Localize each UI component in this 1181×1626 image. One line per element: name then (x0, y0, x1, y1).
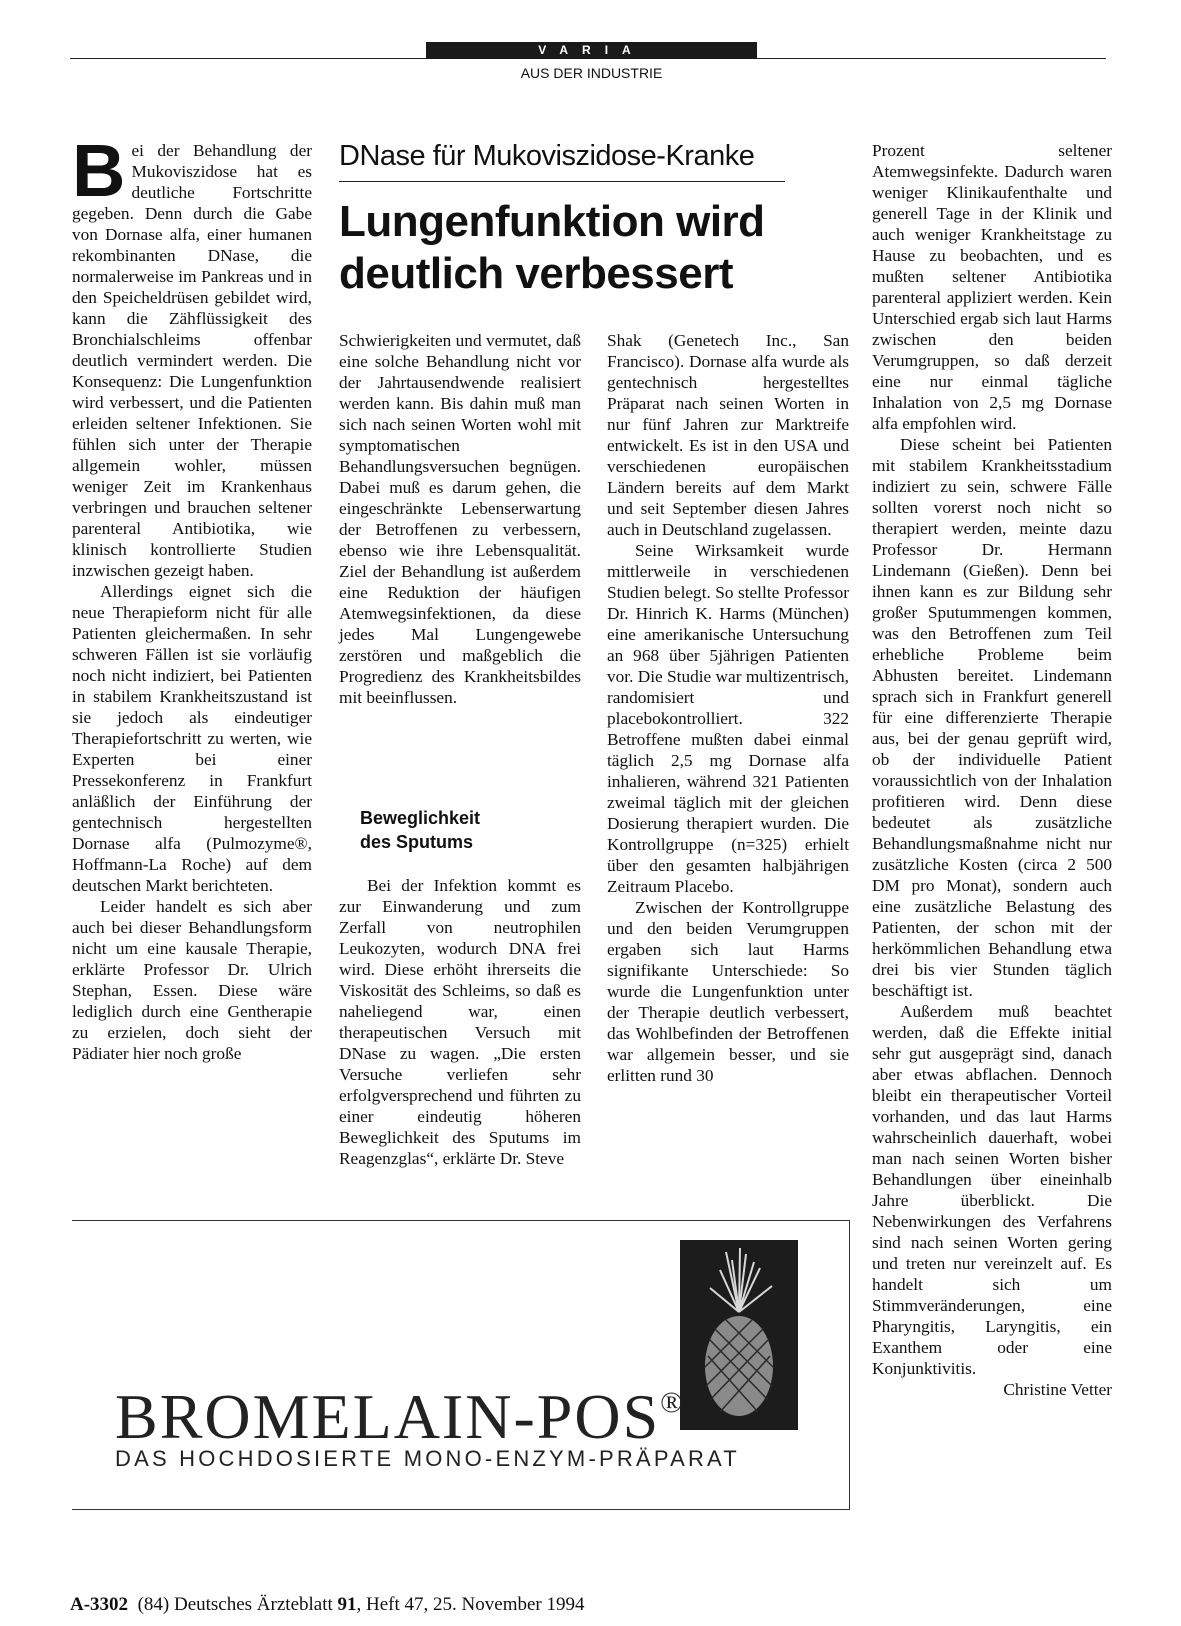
paragraph: Leider handelt es sich aber auch bei dieser Behandlungsform nicht um eine kausale Therapie, erklärte Professor Dr. Ulrich Stephan, Essen. Diese wäre lediglich durch eine Gentherapie zu erzielen, doch sieht der Pädiater hier noch große (72, 897, 312, 1063)
kicker-rule (339, 181, 785, 182)
page-id: A-3302 (70, 1594, 129, 1615)
ad-border-top (72, 1220, 850, 1221)
paragraph (72, 129, 312, 581)
ad-border-right (849, 1220, 850, 1510)
article-headline (339, 196, 839, 300)
pineapple-icon (680, 1240, 798, 1430)
journal-name: Deutsches Ärzteblatt (173, 1594, 333, 1615)
article-kicker: DNase für Mukoviszidose-Kranke (339, 140, 755, 172)
article-column-2 (339, 330, 581, 708)
issue-info: , Heft 47, 25. November 1994 (356, 1594, 585, 1615)
subheading-line-2: des Sputums (360, 832, 474, 852)
ad-brand-name (115, 1368, 685, 1452)
paragraph: Zwischen der Kontrollgruppe und den beiden Verumgruppen ergaben sich laut Harms signifikante Unterschiede: So wurde die Lungenfunktion unter der Therapie deutlich verbessert, das Wohlbefinden der Betroffenen war allgemein besser, und sie erlitten rund 30 (607, 898, 849, 1085)
pineapple-illustration (680, 1240, 798, 1430)
subheading-line-1: Beweglichkeit (360, 808, 481, 828)
article-column-2-continued (339, 875, 581, 1169)
volume-number: 91 (337, 1594, 357, 1615)
article-subheading (360, 806, 560, 854)
paragraph: Seine Wirksamkeit wurde mittlerweile in verschiedenen Studien belegt. So stellte Professor Dr. Hinrich K. Harms (München) eine amerikanische Untersuchung an 968 über 5jährigen Patienten vor. Die Studie war multizentrisch, randomisiert und placebokontrolliert. 322 Betroffene mußten dabei einmal täglich 2,5 mg Dornase alfa inhalieren, während 321 Patienten zweimal täglich mit der gleichen Dosierung therapiert wurden. Die Kontrollgruppe (n=325) erhielt über den gesamten halbjährigen Zeitraum Placebo. (607, 541, 849, 896)
paragraph: Allerdings eignet sich die neue Therapieform nicht für alle Patienten gleichermaßen. In sehr schweren Fällen ist sie vorläufig noch nicht indiziert, bei Patienten in stabilem Krankheitszustand ist sie jedoch als eindeutiger Therapiefortschritt zu werten, wie Experten bei einer Pressekonferenz in Frankfurt anläßlich der Einführung der gentechnisch hergestellten Dornase alfa (Pulmozyme®, Hoffmann-La Roche) auf dem deutschen Markt berichteten. (72, 582, 312, 895)
paragraph-text: ei der Behandlung der Mukoviszidose hat es deutliche Fortschritte gegeben. Denn durch die Gabe von Dornase alfa, einer humanen rekombinanten DNase, die normalerweise im Pankreas und in den Speicheldrüsen gebildet wird, kann die Zähflüssigkeit des Bronchialschleims offenbar deutlich vermindert werden. Die Konsequenz: Die Lungenfunktion wird verbessert, und die Patienten erleiden seltener Infektionen. Sie fühlen sich unter der Therapie allgemein wohler, müssen weniger Zeit im Krankenhaus verbringen und brauchen seltener parenteral Antibiotika, wie klinisch kontrollierte Studien inzwischen gezeigt haben. (72, 141, 312, 580)
drop-cap: B (72, 129, 126, 212)
registered-mark: ® (660, 1386, 685, 1419)
section-label-varia: VARIA (426, 42, 757, 59)
article-column-4 (872, 140, 1112, 1400)
paragraph: Shak (Genetech Inc., San Francisco). Dornase alfa wurde als gentechnisch hergestelltes Präparat nach seinen Worten in nur fünf Jahren zur Marktreife entwickelt. Es ist in den USA und verschiedenen europäischen Ländern bereits auf dem Markt und seit September diesen Jahres auch in Deutschland zugelassen. (607, 331, 849, 539)
article-author: Christine Vetter (1003, 1380, 1112, 1399)
article-column-3 (607, 330, 849, 1086)
paragraph: Prozent seltener Atemwegsinfekte. Dadurch waren weniger Klinikaufenthalte und generell Tage in der Klinik und auch weniger Krankheitstage zu Hause zu beobachten, und es mußten seltener Antibiotika parenteral appliziert werden. Kein Unterschied ergab sich laut Harms zwischen den beiden Verumgruppen, so daß derzeit eine nur einmal tägliche Inhalation von 2,5 mg Dornase alfa empfohlen wird. (872, 141, 1112, 433)
page-number: (84) (137, 1594, 170, 1615)
ad-tagline: DAS HOCHDOSIERTE MONO-ENZYM-PRÄPARAT (115, 1446, 740, 1471)
paragraph: Außerdem muß beachtet werden, daß die Effekte initial sehr gut ausgeprägt sind, danach aber etwas abflachen. Dennoch bleibt ein therapeutischer Vorteil vorhanden, und das laut Harms wahrscheinlich dauerhaft, wobei man nach seinen Worten bisher Behandlungen über eineinhalb Jahre überblickt. Die Nebenwirkungen des Verfahrens sind nach seinen Worten gering und treten nur vereinzelt auf. Es handelt sich um Stimmveränderungen, eine Pharyngitis, Laryngitis, ein Exanthem oder eine Konjunktivitis. (872, 1002, 1112, 1378)
page-footer (70, 1594, 585, 1616)
ad-brand-text: BROMELAIN-POS (115, 1381, 661, 1452)
headline-line-2: deutlich verbessert (339, 249, 733, 298)
ad-border-bottom (72, 1509, 850, 1510)
paragraph: Schwierigkeiten und vermutet, daß eine solche Behandlung nicht vor der Jahrtausendwende realisiert werden kann. Bis dahin muß man sich nach seinen Worten wohl mit symptomatischen Behandlungsversuchen begnügen. Dabei muß es darum gehen, die eingeschränkte Lebenserwartung der Betroffenen zu verbessern, ebenso wie ihre Lebensqualität. Ziel der Behandlung ist außerdem eine Reduktion der häufigen Atemwegsinfektionen, da diese jedes Mal Lungengewebe zerstören und maßgeblich die Progredienz des Krankheitsbildes mit beeinflussen. (339, 331, 581, 707)
paragraph: Bei der Infektion kommt es zur Einwanderung und zum Zerfall von neutrophilen Leukozyten, wodurch DNA frei wird. Diese erhöht ihrerseits die Viskosität des Schleims, so daß es naheliegend war, einen therapeutischen Versuch mit DNase zu wagen. „Die ersten Versuche verliefen sehr erfolgversprechend und führten zu einer eindeutig höheren Beweglichkeit des Sputums im Reagenzglas“, erklärte Dr. Steve (339, 876, 581, 1168)
headline-line-1: Lungenfunktion wird (339, 197, 765, 246)
paragraph: Diese scheint bei Patienten mit stabilem Krankheitsstadium indiziert zu sein, schwere Fälle sollten vorerst noch nicht so therapiert werden, meinte dazu Professor Dr. Hermann Lindemann (Gießen). Denn bei ihnen kann es zur Bildung sehr großer Sputummengen kommen, was den Betroffenen zum Teil erhebliche Probleme beim Abhusten bereitet. Lindemann sprach sich in Frankfurt generell für eine differenzierte Therapie aus, bei der genau geprüft wird, ob der individuelle Patient voraussichtlich von der Inhalation profitieren wird. Denn diese bedeutet als zusätzliche Behandlungsmaßnahme nicht nur zusätzliche Kosten (circa 2 500 DM pro Monat), sondern auch eine zusätzliche Belastung des Patienten, der schon mit der herkömmlichen Behandlung etwa drei bis vier Stunden täglich beschäftigt ist. (872, 435, 1112, 1000)
article-column-1 (72, 129, 312, 1064)
subsection-label: AUS DER INDUSTRIE (520, 65, 663, 81)
